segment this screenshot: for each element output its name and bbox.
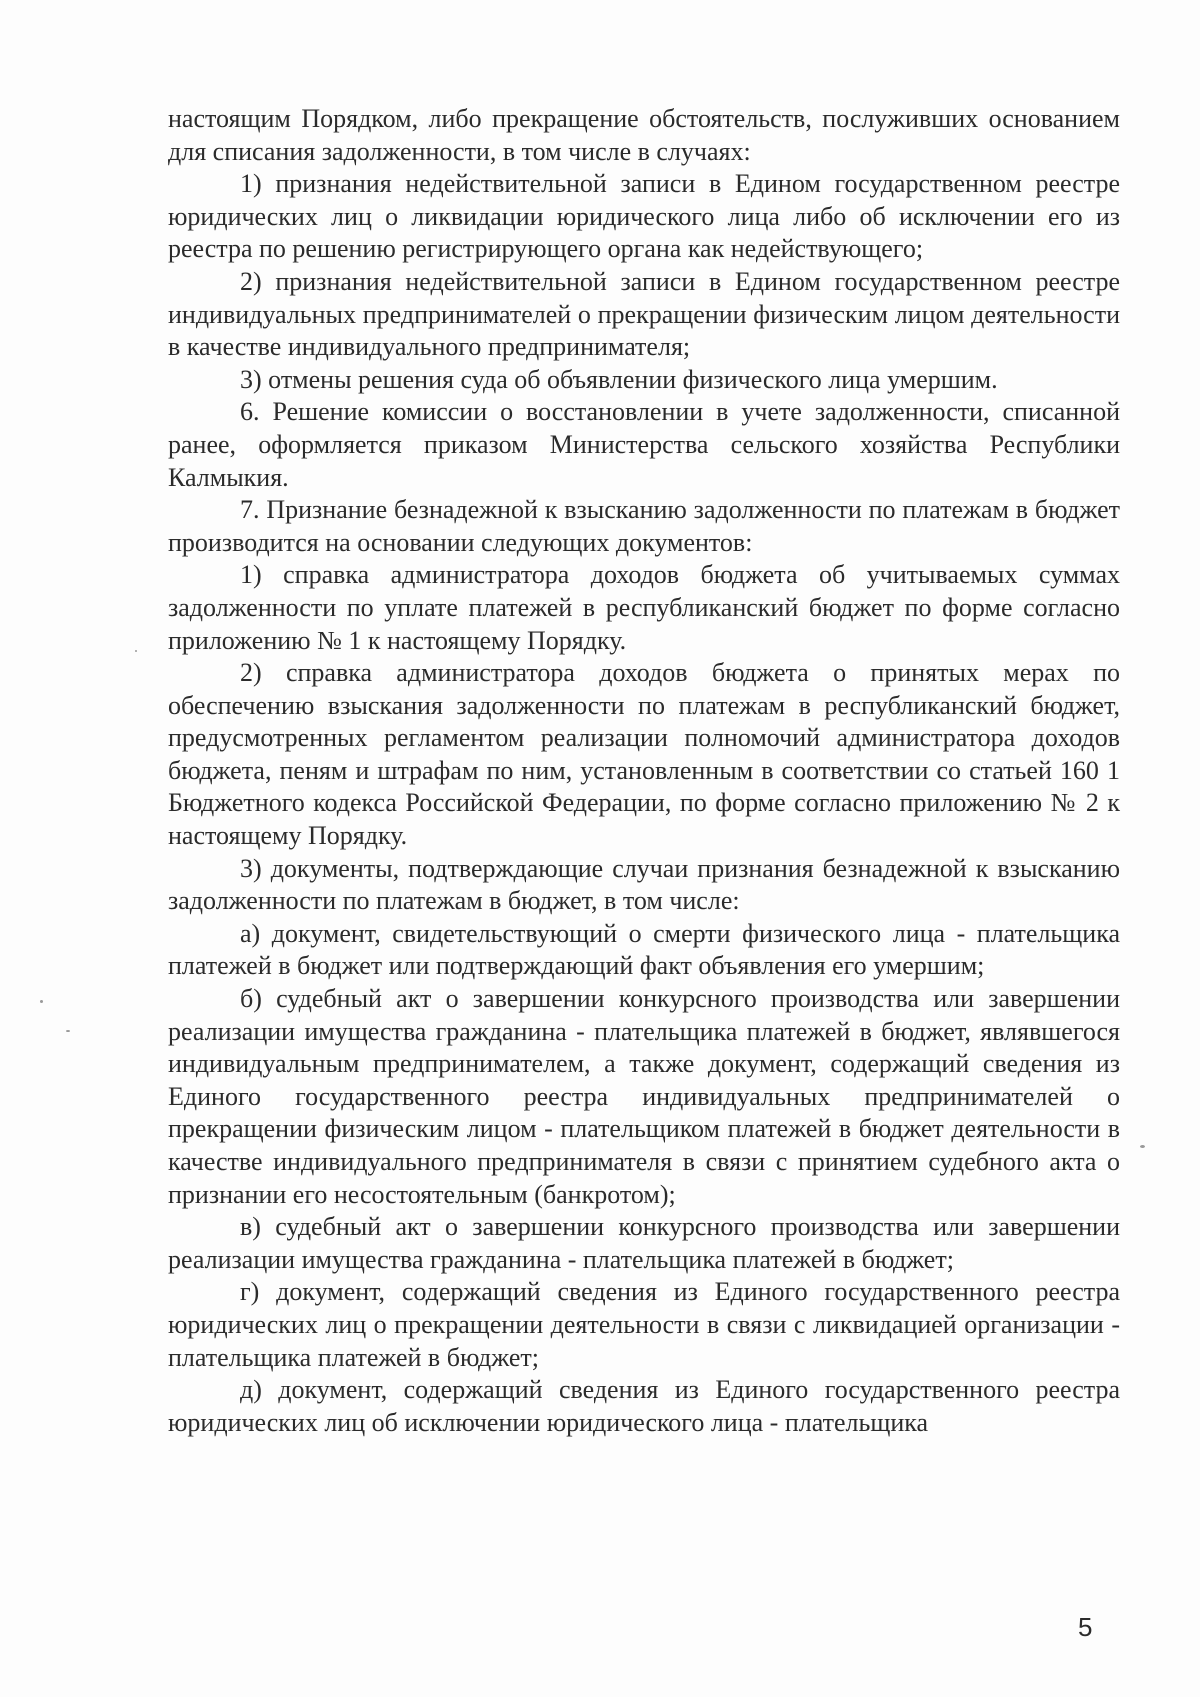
paragraph-subitem-d: д) документ, содержащий сведения из Единого государственного реестра юридических лиц об исключении юридического лица - плательщика <box>168 1375 1120 1437</box>
paragraph-subitem-a: а) документ, свидетельствующий о смерти физического лица - плательщика платежей в бюджет или подтверждающий факт объявления его умершим; <box>168 918 1120 981</box>
paragraph-section-6: 6. Решение комиссии о восстановлении в учете задолженности, списанной ранее, оформляется приказом Министерства сельского хозяйства Республики Калмыкия. <box>168 397 1120 492</box>
paragraph-item-3-court-decision: 3) отмены решения суда об объявлении физического лица умершим. <box>240 364 998 394</box>
document-body <box>168 103 1120 1439</box>
scan-speck <box>135 650 137 652</box>
scan-speck <box>1140 1145 1145 1148</box>
paragraph-continuation: настоящим Порядком, либо прекращение обстоятельств, послуживших основанием для списания задолженности, в том числе в случаях: <box>168 104 1120 166</box>
paragraph-subitem-g: г) документ, содержащий сведения из Единого государственного реестра юридических лиц о прекращении деятельности в связи с ликвидацией организации - плательщика платежей в бюджет; <box>168 1277 1120 1372</box>
paragraph-subitem-b: б) судебный акт о завершении конкурсного производства или завершении реализации имущества гражданина - плательщика платежей в бюджет, являвшегося индивидуальным предпринимателем, а также документ, содержащий сведения из Единого государственного реестра индивидуальных предпринимателей о прекращении физическим лицом - плательщиком платежей в бюджет деятельности в качестве индивидуального предпринимателя в связи с принятием судебного акта о признании его несостоятельным (банкротом); <box>168 984 1120 1209</box>
paragraph-7-item-2: 2) справка администратора доходов бюджета о принятых мерах по обеспечению взыскания задолженности по платежам в республиканский бюджет, предусмотренных регламентом реализации полномочий администратора доходов бюджета, пеням и штрафам по ним, установленным в соответствии со статьей 160 1 Бюджетного кодекса Российской Федерации, по форме согласно приложению № 2 к настоящему Порядку. <box>168 658 1120 851</box>
scan-speck <box>66 1030 70 1032</box>
paragraph-7-item-1: 1) справка администратора доходов бюджета об учитываемых суммах задолженности по уплате платежей в республиканский бюджет по форме согласно приложению № 1 к настоящему Порядку. <box>168 560 1120 655</box>
paragraph-item-1-liquidation-record: 1) признания недействительной записи в Едином государственном реестре юридических лиц о ликвидации юридического лица либо об исключении его из реестра по решению регистрирующего органа как недействующего; <box>168 169 1120 264</box>
scan-speck <box>40 1000 43 1003</box>
paragraph-7-item-3: 3) документы, подтверждающие случаи признания безнадежной к взысканию задолженности по платежам в бюджет, в том числе: <box>168 853 1120 916</box>
page-number: 5 <box>1078 1612 1093 1642</box>
paragraph-item-2-entrepreneur-record: 2) признания недействительной записи в Едином государственном реестре индивидуальных предпринимателей о прекращении физическим лицом деятельности в качестве индивидуального предпринимателя; <box>168 266 1120 362</box>
paragraph-section-7: 7. Признание безнадежной к взысканию задолженности по платежам в бюджет производится на основании следующих документов: <box>168 495 1120 557</box>
paragraph-subitem-v: в) судебный акт о завершении конкурсного производства или завершении реализации имущества гражданина - плательщика платежей в бюджет; <box>168 1212 1120 1274</box>
